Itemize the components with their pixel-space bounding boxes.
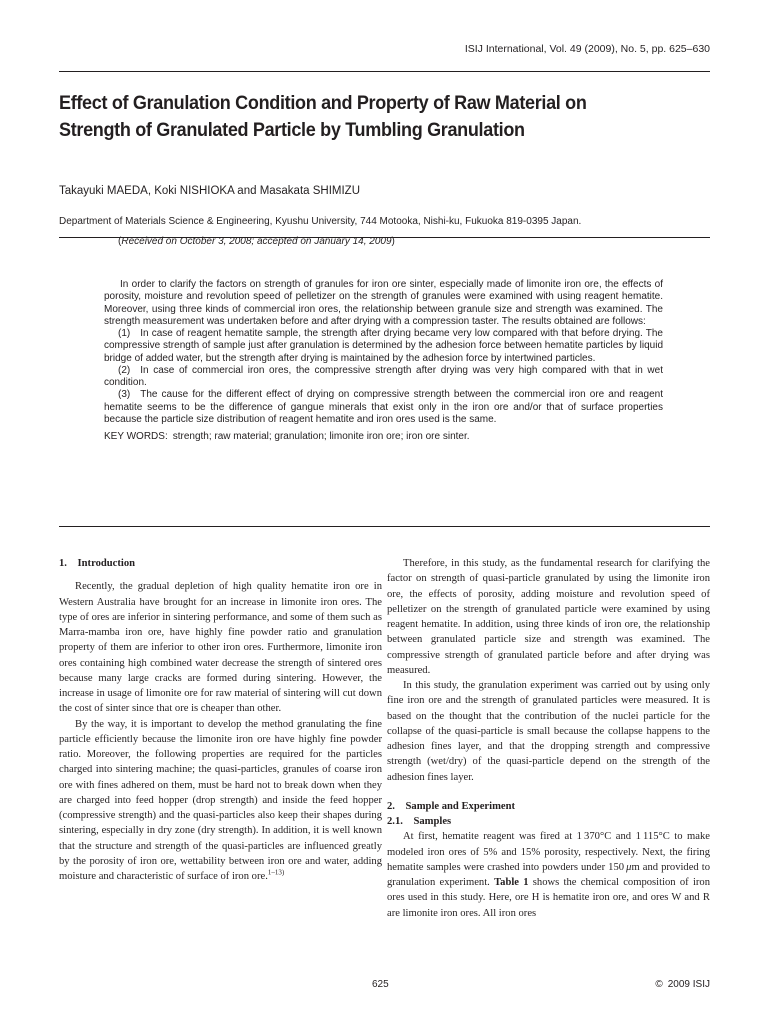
received-close-paren: ) xyxy=(391,236,395,247)
journal-reference: ISIJ International, Vol. 49 (2009), No. 5, pp. 625–630 xyxy=(464,43,710,55)
received-open-paren: ( xyxy=(118,236,122,247)
received-text: Received on October 3, 2008; accepted on January 14, 2009 xyxy=(121,236,392,247)
section-heading-sample-experiment: 2. Sample and Experiment xyxy=(387,800,516,812)
title-line-1: Effect of Granulation Condition and Property of Raw Material on xyxy=(59,92,587,114)
table-1-reference: Table 1 xyxy=(494,877,529,888)
right-paragraph-2: In this study, the granulation experiment was carried out by using only fine iron ore and the strength of granulated particles were measured. It is based on the thought that the contribution of the nuclei particle for the collapse of the quasi-particle is small because the collapse happens to the adhesion fines layer, and that the dropping strength and compressive strength (wet/dry) of the quasi-particle depend on the strength of the adhesion fines layer. xyxy=(387,680,710,783)
abstract xyxy=(104,279,663,443)
intro-paragraph-2-text: By the way, it is important to develop the method granulating the fine particle efficiently because the limonite iron ore have highly fine powder ratio. Moreover, the following properties are required for the particles charged into sintering machine; the quasi-particles, granules of coarse iron ore with fines adhered on them, must be hard not to break down when they are charged into feed hopper (drop strength) and inside the feed hopper (compressive strength) and the quasi-particles also keep their shapes during sintering, especially in dry zone (dry strength). In addition, it is well known that the structure and strength of the quasi-particles are influenced greatly by the porosity of iron ore, wettability between iron ore and water, adding moisture and characteristic of surface of iron ore. xyxy=(59,718,382,882)
reference-citation: 1–13) xyxy=(267,868,285,877)
intro-paragraph-2 xyxy=(59,717,382,885)
author-list: Takayuki MAEDA, Koki NISHIOKA and Masakata SHIMIZU xyxy=(59,185,361,197)
header-rule xyxy=(59,71,710,72)
title-line-2: Strength of Granulated Particle by Tumbling Granulation xyxy=(59,119,525,141)
abstract-bottom-rule xyxy=(59,526,710,527)
paper-title xyxy=(59,90,719,144)
abstract-item-1: (1) In case of reagent hematite sample, the strength after drying became very low compared with that before drying. The compressive strength of sample just after granulation is determined by the adhesion force between hematite particles by liquid bridge of added water, but the strength after drying is maintained by the adhesion force by intertwined particles. xyxy=(104,328,663,364)
abstract-item-3: (3) The cause for the different effect of drying on compressive strength between the commercial iron ore and reagent hematite seems to be the difference of gangue minerals that exist only in the iron ore and/or that of surface properties because the particle size distribution of reagent hematite and iron ores used is the same. xyxy=(104,389,663,425)
samples-text-a: At first, hematite reagent was fired at 1 370°C and 1 115°C to make modeled iron ores of 5% and 15% porosity, respectively. Next, the firing hematite samples were crashed into powders under 150 xyxy=(387,831,710,873)
intro-paragraph-1: Recently, the gradual depletion of high quality hematite iron ore in Western Australia have brought for an increase in limonite iron ores. The type of ores are inferior in sintering performance, and some of them such as Marra-mamba iron ore, have highly fine powder ratio and granulation property of them are inferior to other iron ores. Furthermore, limonite iron ores containing high combined water decrease the strength of sintered ores because many large cracks are formed during sintering. However, the increase in usage of limonite ore for raw material of sintering will cut down the cost of sinter since that ore is cheaper than other. xyxy=(59,581,382,715)
spacer xyxy=(59,571,382,579)
mu-symbol: μ xyxy=(626,861,632,873)
subsection-heading-samples: 2.1. Samples xyxy=(387,816,452,827)
section-heading-introduction: 1. Introduction xyxy=(59,558,136,569)
abstract-top-rule xyxy=(59,237,710,238)
affiliation: Department of Materials Science & Engineering, Kyushu University, 744 Motooka, Nishi-ku, Fukuoka 819-0395 Japan. xyxy=(59,216,582,227)
samples-text-b: m and provided to granulation experiment. xyxy=(387,861,710,888)
abstract-intro: In order to clarify the factors on strength of granules for iron ore sinter, especially made of limonite iron ore, the effects of porosity, moisture and revolution speed of pelletizer on the strength of granules were examined with using reagent hematite. Moreover, using three kinds of commercial iron ores, the relationship between granule size and strength was examined. The strength measurement was undertaken before and after drying with a compression taster. The results obtained are follows: xyxy=(104,279,663,327)
copyright: © 2009 ISIJ xyxy=(655,979,710,990)
key-words: KEY WORDS: strength; raw material; granulation; limonite iron ore; iron ore sinter. xyxy=(104,431,470,442)
samples-paragraph xyxy=(387,829,710,921)
spacer xyxy=(387,785,710,799)
samples-text-c: shows the chemical composition of iron ores used in this study. Here, ore H is hematite iron ore, and ores W and R are limonite iron ores. All iron ores xyxy=(387,877,711,919)
page-number: 625 xyxy=(372,979,389,990)
abstract-item-2: (2) In case of commercial iron ores, the compressive strength after drying was very high compared with that in wet condition. xyxy=(104,364,663,388)
right-column xyxy=(387,556,710,921)
right-paragraph-1: Therefore, in this study, as the fundamental research for clarifying the factor on strength of quasi-particle granulated by using the limonite iron ore, the effects of porosity, adding moisture and revolution speed of pelletizer on the strength of granulated particle were examined by using reagent hematite. In addition, using three kinds of iron ore, the relationship between granulated particle size and strength was examined. The compressive strength of granulated particle before and after drying was measured. xyxy=(387,558,710,676)
left-column xyxy=(59,556,382,884)
